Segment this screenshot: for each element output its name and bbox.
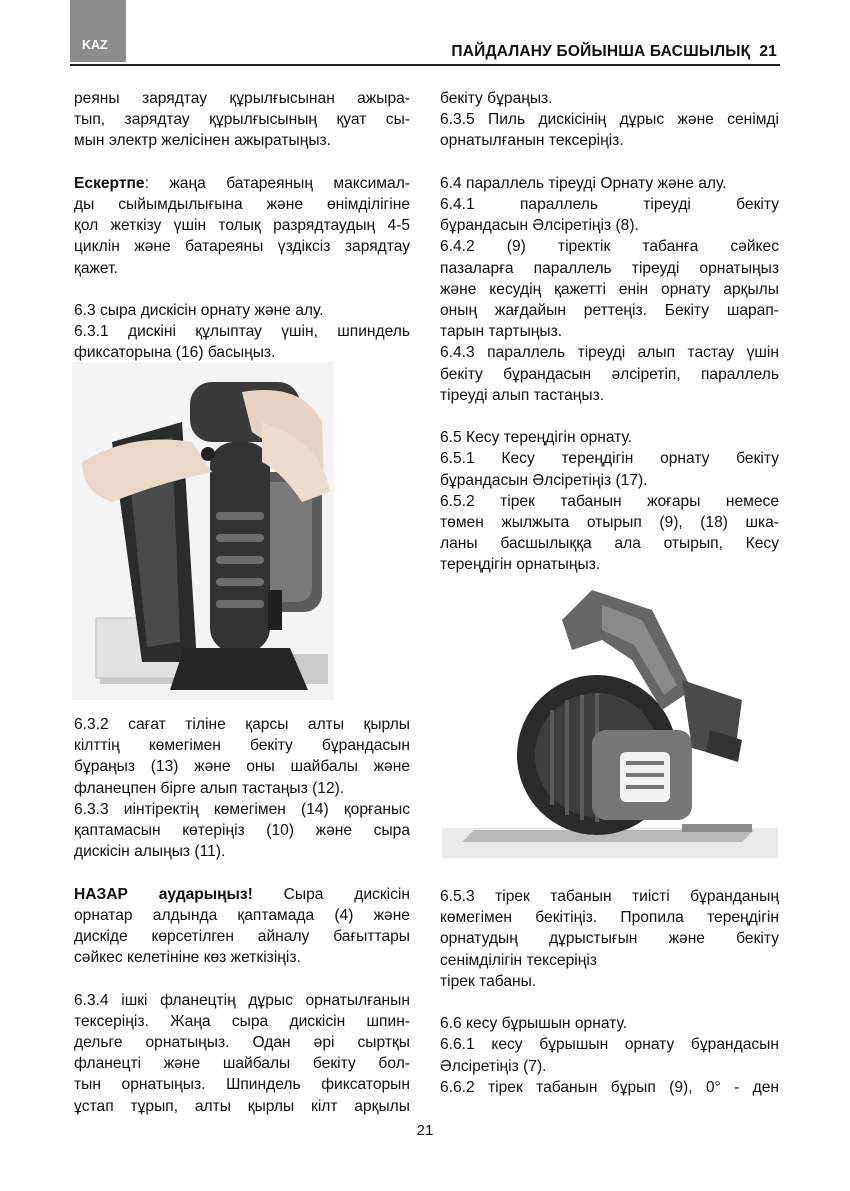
text-line: Сыра дискісін bbox=[252, 885, 410, 903]
note-paragraph bbox=[74, 173, 410, 194]
note-label: Ескертпе bbox=[74, 174, 145, 192]
language-label: KAZ bbox=[82, 38, 108, 52]
text-line: тереңдігін орнатыңыз. bbox=[440, 556, 601, 574]
text-line: ды сыйымдылығына және өнімділігіне bbox=[74, 196, 410, 213]
text-line: қажет. bbox=[74, 259, 118, 277]
text-line: 6.5.3 тірек табанын тиісті бұранданың bbox=[440, 888, 779, 905]
text-line: циклін және батареяны үздіксіз зарядтау bbox=[74, 238, 410, 256]
text-line: қол жеткізу үшін толық разрядтаудың 4-5 bbox=[74, 217, 410, 235]
section-heading: 6.4 параллель тіреуді Орнату және алу. bbox=[440, 174, 727, 192]
text-line: 6.3.2 сағат тіліне қарсы алты қырлы bbox=[74, 716, 410, 733]
text-line: 6.5.2 тірек табанын жоғары немесе bbox=[440, 492, 779, 510]
text-line: 6.6.1 кесу бұрышын орнату бұрандасын bbox=[440, 1036, 779, 1054]
spindle-lock-photo bbox=[72, 362, 334, 700]
text-line: тірек табаны. bbox=[440, 972, 537, 990]
text-line: тіреуді алып тастаңыз. bbox=[440, 386, 605, 404]
text-line: 6.3.1 дискіні құлыптау үшін, шпиндель bbox=[74, 323, 410, 341]
text-line: ұстап тұрып, алты қырлы кілт арқылы bbox=[74, 1097, 410, 1115]
text-line: тексеріңіз. Жаңа сыра дискісін шпин- bbox=[74, 1012, 410, 1030]
text-line: орнатылғанын тексеріңіз. bbox=[440, 132, 624, 150]
text-line: тын орнатыңыз. Шпиндель фиксаторын bbox=[74, 1076, 410, 1094]
section-heading: 6.3 сыра дискісін орнату және алу. bbox=[74, 302, 324, 319]
left-column bbox=[74, 88, 410, 364]
text-line: 6.3.3 иінтіректің көмегімен (14) қорғаныс bbox=[74, 800, 410, 818]
text-line: орнатар алдында қаптамада (4) және bbox=[74, 906, 410, 924]
text-line: төмен жылжыта отырып (9), (18) шка- bbox=[440, 514, 779, 532]
text-line: дискіде көрсетілген айналу бағыттары bbox=[74, 928, 410, 946]
text-line: оның жағдайын реттеңіз. Бекіту шарап- bbox=[440, 302, 779, 320]
text-line: 6.4.1 параллель тіреуді бекіту bbox=[440, 196, 779, 213]
text-line: 6.4.2 (9) тіректік табанға сәйкес bbox=[440, 238, 779, 256]
left-column-continued bbox=[74, 714, 410, 1117]
text-line: тарын тартыңыз. bbox=[440, 323, 563, 341]
text-line: 6.4.3 параллель тіреуді алып тастау үшін bbox=[440, 344, 779, 362]
right-column bbox=[440, 88, 779, 576]
text-line: 6.6.2 тірек табанын бұрып (9), 0° - ден bbox=[440, 1078, 779, 1096]
cut-depth-photo bbox=[442, 580, 778, 858]
text-line: 6.3.4 ішкі фланецтің дұрыс орнатылғанын bbox=[74, 991, 410, 1009]
text-line: бұрандасын Әлсіретіңіз (8). bbox=[440, 217, 639, 235]
text-line: қаптамасын көтеріңіз (10) және сыра bbox=[74, 822, 410, 840]
text-line: кілттің көмегімен бекіту бұрандасын bbox=[74, 737, 410, 755]
text-line: сәйкес келетініне көз жеткізіңіз. bbox=[74, 949, 301, 967]
text-line: бекіту бұрандасын әлсіретіп, параллель bbox=[440, 365, 779, 383]
text-line: фланецпен бірге алып тастаңыз (12). bbox=[74, 779, 345, 797]
text-line: тып, зарядтау құрылғысының қуат сы- bbox=[74, 111, 410, 129]
right-column-continued bbox=[440, 886, 779, 1098]
text-line: бекіту бұраңыз. bbox=[440, 90, 553, 107]
text-line: дискісін алыңыз (11). bbox=[74, 843, 226, 861]
text-line: Әлсіретіңіз (7). bbox=[440, 1057, 547, 1075]
header-page-number: 21 bbox=[759, 43, 777, 60]
text-line: бұрандасын Әлсіретіңіз (17). bbox=[440, 471, 648, 489]
text-line: пазаларға параллель тіреуді орнатыңыз bbox=[440, 259, 779, 277]
text-line: ланы басшылыққа ала отырып, Кесу bbox=[440, 535, 779, 553]
text-line: орнатудың дұрыстығын және бекіту bbox=[440, 930, 779, 948]
text-line: 6.3.5 Пиль дискісінің дұрыс және сенімді bbox=[440, 111, 779, 129]
text-line: : жаңа батареяның максимал- bbox=[144, 174, 410, 192]
page-header bbox=[451, 43, 777, 61]
text-line: фиксаторына (16) басыңыз. bbox=[74, 344, 276, 362]
text-line: дельге орнатыңыз. Одан әрі сыртқы bbox=[74, 1034, 410, 1052]
section-heading: 6.6 кесу бұрышын орнату. bbox=[440, 1015, 628, 1033]
header-title: ПАЙДАЛАНУ БОЙЫНША БАСШЫЛЫҚ bbox=[451, 43, 751, 60]
text-line: мын электр желісінен ажыратыңыз. bbox=[74, 132, 332, 150]
text-line: сенімділігін тексеріңіз bbox=[440, 951, 597, 969]
text-line: көмегімен бекітіңіз. Пропила тереңдігін bbox=[440, 909, 779, 927]
text-line: және кесудің қажетті енін орнату арқылы bbox=[440, 280, 779, 298]
section-heading: 6.5 Кесу тереңдігін орнату. bbox=[440, 429, 633, 447]
language-tab bbox=[70, 0, 126, 62]
header-rule bbox=[70, 64, 780, 66]
text-line: бұраңыз (13) және оны шайбалы және bbox=[74, 758, 410, 776]
page-number: 21 bbox=[416, 1122, 434, 1139]
text-line: 6.5.1 Кесу тереңдігін орнату бекіту bbox=[440, 450, 779, 468]
warning-label: НАЗАР аударыңыз! bbox=[74, 885, 253, 903]
warning-paragraph bbox=[74, 884, 410, 905]
text-line: фланецті және шайбалы бекіту бол- bbox=[74, 1055, 410, 1073]
text-line: реяны зарядтау құрылғысынан ажыра- bbox=[74, 90, 410, 107]
